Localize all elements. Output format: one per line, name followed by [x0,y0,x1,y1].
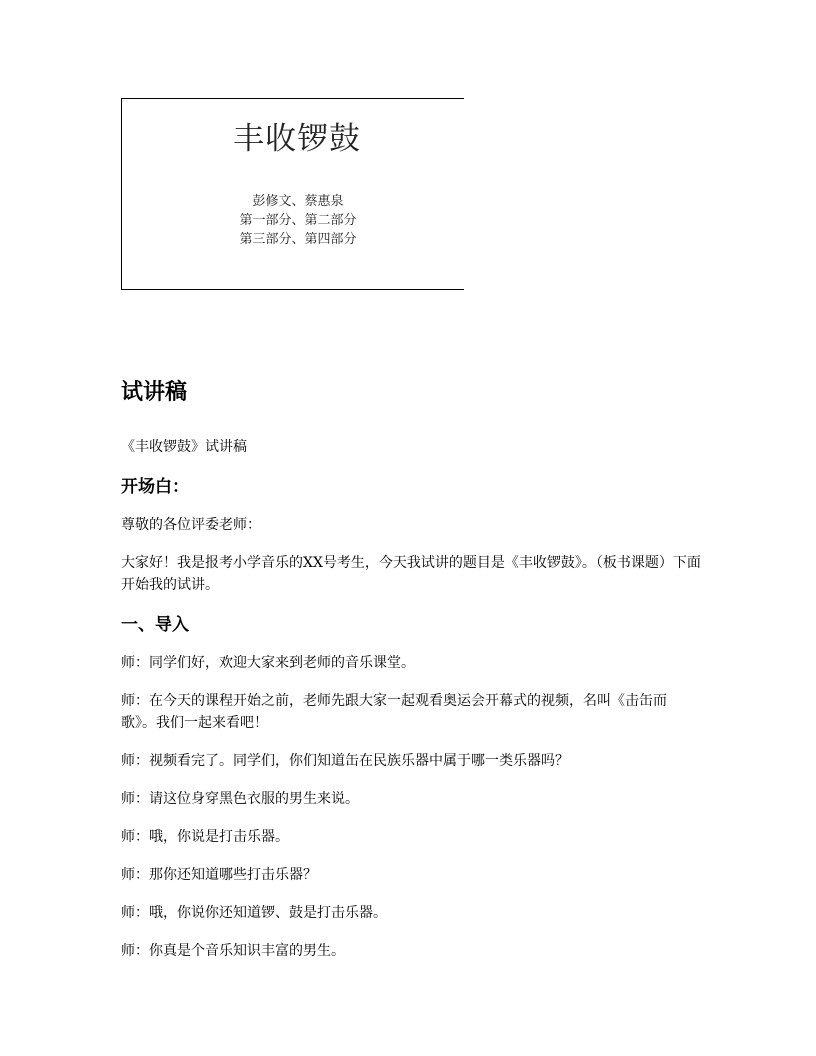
section-1-paragraph: 师：那你还知道哪些打击乐器？ [121,867,317,883]
slide-title: 丰收锣鼓 [233,121,361,157]
section-1-paragraph: 师：在今天的课程开始之前，老师先跟大家一起观看奥运会开幕式的视频，名叫《击缶而歌》。我们一起来看吧！ [121,693,667,731]
section-1-paragraph: 师：哦，你说是打击乐器。 [121,829,289,845]
section-1-paragraph: 师：你真是个音乐知识丰富的男生。 [121,943,345,959]
section-1-paragraph: 师：同学们好，欢迎大家来到老师的音乐课堂。 [121,655,415,671]
section-1-paragraph: 师：哦，你说你还知道锣、鼓是打击乐器。 [121,905,387,921]
document-subtitle: 《丰收锣鼓》试讲稿 [121,439,247,455]
section-1-heading: 一、导入 [121,615,189,635]
slide-thumbnail [121,98,464,290]
slide-parts-1: 第一部分、第二部分 [239,213,357,228]
opening-intro: 大家好！我是报考小学音乐的XX号考生，今天我试讲的题目是《丰收锣鼓》。（板书课题）下面开始我的试讲。 [121,555,701,593]
section-1-paragraph: 师：请这位身穿黑色衣服的男生来说。 [121,791,359,807]
opening-greeting: 尊敬的各位评委老师： [121,517,261,533]
document-body [121,376,701,978]
opening-heading: 开场白： [121,477,189,497]
section-1-paragraph: 师：视频看完了。同学们，你们知道缶在民族乐器中属于哪一类乐器吗？ [121,753,569,769]
slide-authors: 彭修文、蔡惠泉 [252,194,344,209]
slide-parts-2: 第三部分、第四部分 [239,232,357,247]
document-heading: 试讲稿 [121,380,188,405]
